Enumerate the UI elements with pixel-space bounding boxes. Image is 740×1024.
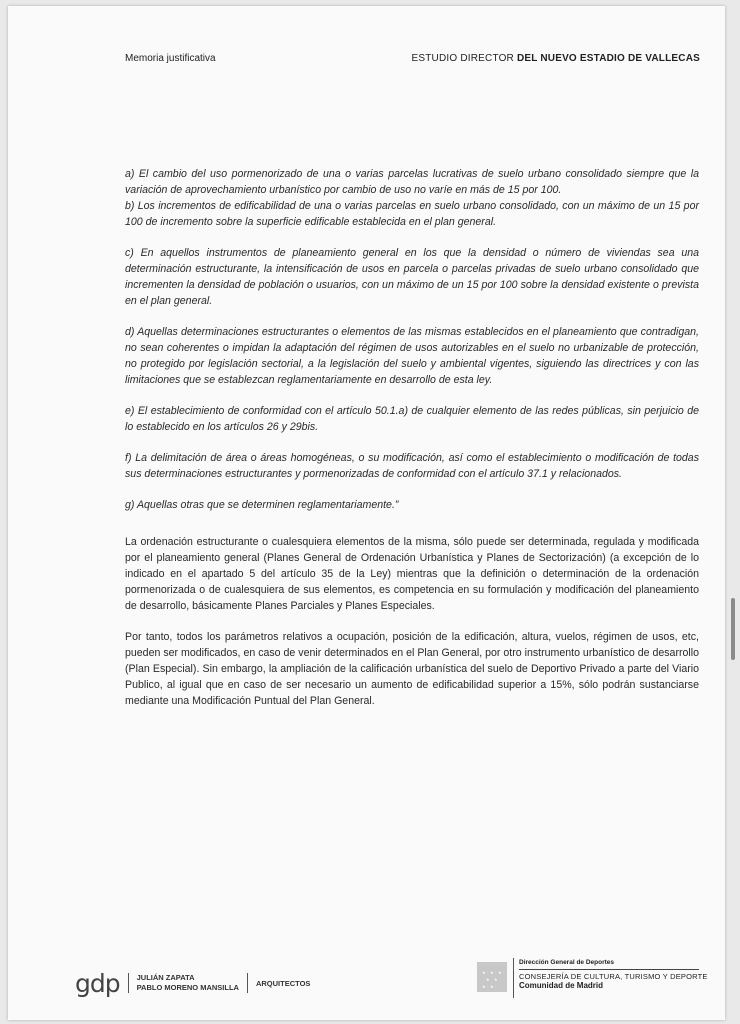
document-page — [8, 6, 725, 1020]
document-body — [125, 166, 699, 709]
architect-name-2: PABLO MORENO MANSILLA — [136, 983, 239, 992]
paragraph-e: e) El establecimiento de conformidad con el artículo 50.1.a) de cualquier elemento de las redes públicas, sin perjuicio de lo establecido en los artículos 26 y 29bis. — [125, 405, 699, 433]
institution-block — [477, 958, 708, 998]
paragraph-ordenacion: La ordenación estructurante o cualesquiera elementos de la misma, sólo puede ser determinada, regulada y modificada por el planeamiento general (Planes General de Ordenación Urbanística y Planes de Sectorización) (a excepción de lo indicado en el apartado 5 del artículo 35 de la Ley) mientras que la definición o determinación de la ordenación pormenorizada o de cualesquiera de sus elementos, es competencia en su formulación y modificación del planeamiento de desarrollo, básicamente Planes Parciales y Planes Especiales. — [125, 536, 699, 612]
paragraph-d: d) Aquellas determinaciones estructurantes o elementos de las mismas establecidos en el planeamiento que contradigan, no sean coherentes o impidan la adaptación del régimen de usos autorizables en el suelo no urbanizable de protección, no protegido por legislación sectorial, a la legislación del suelo y ambiental vigentes, siguiendo las directrices y con las limitaciones que se establezcan reglamentariamente en desarrollo de esta ley. — [125, 326, 699, 386]
paragraph-a: a) El cambio del uso pormenorizado de una o varias parcelas lucrativas de suelo urbano consolidado siempre que la variación de aprovechamiento urbanístico por cambio de uso no varíe en más de 15 por 100. — [125, 168, 699, 196]
header-left: Memoria justificativa — [125, 53, 216, 64]
architect-name-1: JULIÁN ZAPATA — [136, 973, 195, 982]
department-text — [519, 958, 708, 998]
header-right-bold: DEL NUEVO ESTADIO DE VALLECAS — [516, 53, 700, 64]
paragraph-por-tanto: Por tanto, todos los parámetros relativos a ocupación, posición de la edificación, altura, vuelos, régimen de usos, etc, pueden ser modificados, en caso de venir determinados en el Plan General, por otro instrumento urbanístico de desarrollo (Plan Especial). Sin embargo, la ampliación de la calificación urbanística del suelo de Deportivo Privado a parte del Viario Publico, al igual que en caso de ser necesario un aumento de edificabilidad superior a 15%, sólo podrán sustanciarse mediante una Modificación Puntual del Plan General. — [125, 631, 699, 707]
madrid-flag-icon: ★ ★ ★ ★ ★ ★ ★ — [477, 962, 507, 992]
firm-label: ARQUITECTOS — [255, 978, 311, 988]
divider — [247, 973, 248, 993]
paragraph-g: g) Aquellas otras que se determinen reglamentariamente.” — [125, 499, 399, 511]
gdp-logo: gdp — [75, 968, 120, 998]
paragraph-c: c) En aquellos instrumentos de planeamiento general en los que la densidad o número de viviendas sea una determinación estructurante, la intensificación de usos en parcela o parcelas privadas de suelo urbano consolidado que incrementen la densidad de población o usuarios, con un máximo de un 15 por 100 sobre la densidad existente o prevista en el plan general. — [125, 247, 699, 307]
divider — [513, 958, 514, 998]
department-title: Dirección General de Deportes — [519, 959, 615, 966]
divider — [128, 973, 129, 993]
header-right-prefix: ESTUDIO DIRECTOR — [411, 53, 517, 64]
scrollbar-thumb[interactable] — [731, 598, 735, 660]
paragraph-b: b) Los incrementos de edificabilidad de una o varias parcelas en suelo urbano consolidado, con un máximo de un 15 por 100 de incremento sobre la superficie edificable establecida en el plan general. — [125, 200, 699, 228]
department-comunidad: Comunidad de Madrid — [519, 981, 603, 990]
paragraph-f: f) La delimitación de área o áreas homogéneas, o su modificación, así como el establecimiento o modificación de todas sus determinaciones estructurantes y pormenorizadas de conformidad con el artículo 37.1 y relacionados. — [125, 452, 699, 480]
header-right — [412, 53, 701, 64]
department-consejeria: CONSEJERÍA DE CULTURA, TURISMO Y DEPORTE — [519, 972, 708, 981]
department-separator — [519, 969, 699, 970]
architects-logo-block — [75, 968, 310, 998]
architect-names — [137, 973, 239, 993]
